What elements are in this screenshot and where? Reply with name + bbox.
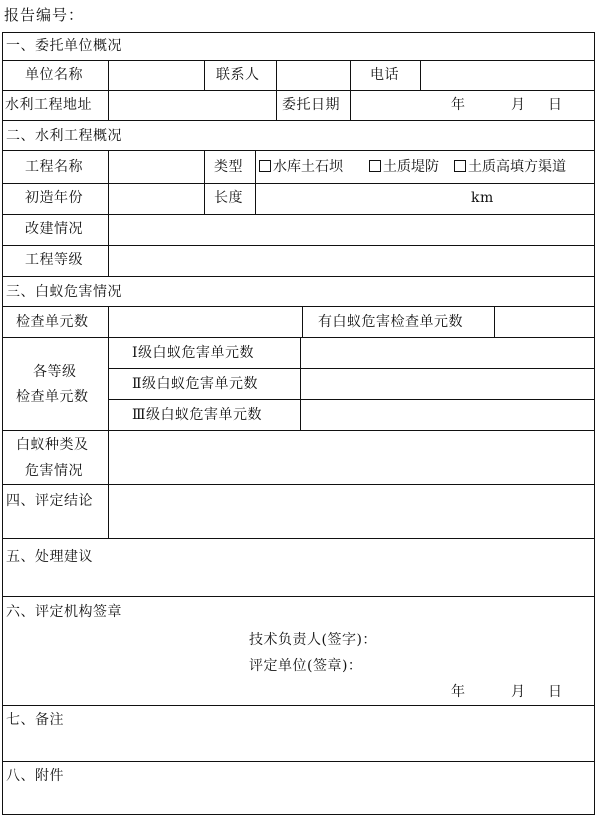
rule xyxy=(204,60,205,90)
rule xyxy=(350,90,351,120)
entrust-date-month: 月 xyxy=(511,97,526,113)
grade-units-label-line1: 各等级 xyxy=(33,364,77,380)
rule xyxy=(420,60,421,90)
rule xyxy=(2,705,595,706)
conclusion-field[interactable] xyxy=(110,486,592,536)
entrust-date-day: 日 xyxy=(548,97,563,113)
rule xyxy=(2,90,595,91)
rule xyxy=(2,183,595,184)
species-field[interactable] xyxy=(110,432,592,482)
phone-field[interactable] xyxy=(422,62,592,88)
section-5-heading: 五、处理建议 xyxy=(6,549,93,565)
rule xyxy=(2,538,595,539)
tech-lead-signature-label: 技术负责人(签字)： xyxy=(249,632,377,648)
section-8-heading: 八、附件 xyxy=(6,768,64,784)
rule xyxy=(2,306,595,307)
project-name-label: 工程名称 xyxy=(25,159,83,175)
type-option-canal[interactable] xyxy=(454,159,566,175)
rule xyxy=(494,306,495,337)
length-unit: km xyxy=(471,190,494,206)
grade-units-label-line2: 检查单元数 xyxy=(16,389,89,405)
checkbox-icon xyxy=(454,160,466,172)
rule xyxy=(276,60,277,90)
level-3-label: Ⅲ级白蚁危害单元数 xyxy=(132,407,263,423)
level-2-label: Ⅱ级白蚁危害单元数 xyxy=(132,376,259,392)
rule xyxy=(2,60,595,61)
rule xyxy=(108,60,109,90)
phone-label: 电话 xyxy=(370,67,399,83)
address-label: 水利工程地址 xyxy=(5,97,92,113)
grade-label: 工程等级 xyxy=(25,252,83,268)
contact-field[interactable] xyxy=(278,62,348,88)
rule xyxy=(108,150,109,276)
build-year-field[interactable] xyxy=(110,185,202,212)
build-year-label: 初造年份 xyxy=(25,190,83,206)
section-1-heading: 一、委托单位概况 xyxy=(6,38,122,54)
eval-unit-stamp-label: 评定单位(签章)： xyxy=(249,658,363,674)
section-3-heading: 三、白蚁危害情况 xyxy=(6,284,122,300)
inspect-units-field[interactable] xyxy=(110,308,300,335)
infested-units-field[interactable] xyxy=(496,308,592,335)
rule xyxy=(2,276,595,277)
rule xyxy=(2,484,595,485)
section-4-heading: 四、评定结论 xyxy=(6,493,93,509)
unit-name-label: 单位名称 xyxy=(25,67,83,83)
rule xyxy=(255,150,256,214)
sign-date-year: 年 xyxy=(451,684,466,700)
type-option-levee[interactable] xyxy=(369,159,439,175)
rule xyxy=(302,306,303,337)
rule xyxy=(108,399,595,400)
rule xyxy=(300,337,301,430)
rule xyxy=(2,150,595,151)
section-2-heading: 二、水利工程概况 xyxy=(6,128,122,144)
rebuild-label: 改建情况 xyxy=(25,221,83,237)
report-number-label: 报告编号： xyxy=(4,6,85,24)
rule xyxy=(108,368,595,369)
length-label: 长度 xyxy=(214,190,243,206)
species-label-line1: 白蚁种类及 xyxy=(16,437,89,453)
rule xyxy=(2,120,595,121)
rule xyxy=(108,306,109,538)
rule xyxy=(2,761,595,762)
type-option-label: 土质堤防 xyxy=(383,159,439,175)
level-1-label: Ⅰ级白蚁危害单元数 xyxy=(132,345,255,361)
suggestion-field[interactable] xyxy=(110,540,592,594)
rule xyxy=(204,150,205,214)
rule xyxy=(2,337,595,338)
type-option-label: 土质高填方渠道 xyxy=(468,159,566,175)
entrust-date-year: 年 xyxy=(451,97,466,113)
level-1-field[interactable] xyxy=(302,339,592,366)
rule xyxy=(2,596,595,597)
rule xyxy=(2,245,595,246)
level-2-field[interactable] xyxy=(302,370,592,397)
checkbox-icon xyxy=(259,160,271,172)
species-label-line2: 危害情况 xyxy=(25,463,83,479)
sign-date-month: 月 xyxy=(511,684,526,700)
type-option-label: 水库土石坝 xyxy=(273,159,343,175)
rule xyxy=(2,430,595,431)
entrust-date-label: 委托日期 xyxy=(282,97,340,113)
checkbox-icon xyxy=(369,160,381,172)
grade-field[interactable] xyxy=(110,247,592,274)
rule xyxy=(108,90,109,120)
section-7-heading: 七、备注 xyxy=(6,712,64,728)
level-3-field[interactable] xyxy=(302,401,592,428)
type-option-reservoir-dam[interactable] xyxy=(259,159,343,175)
rule xyxy=(350,60,351,90)
section-6-heading: 六、评定机构签章 xyxy=(6,604,122,620)
rule xyxy=(2,214,595,215)
unit-name-field[interactable] xyxy=(110,62,202,88)
contact-label: 联系人 xyxy=(216,67,260,83)
rule xyxy=(276,90,277,120)
infested-units-label: 有白蚁危害检查单元数 xyxy=(318,314,463,330)
inspect-units-label: 检查单元数 xyxy=(16,314,89,330)
address-field[interactable] xyxy=(110,92,274,118)
sign-date-day: 日 xyxy=(548,684,563,700)
rebuild-field[interactable] xyxy=(110,216,592,243)
project-name-field[interactable] xyxy=(110,152,202,181)
type-label: 类型 xyxy=(214,159,243,175)
